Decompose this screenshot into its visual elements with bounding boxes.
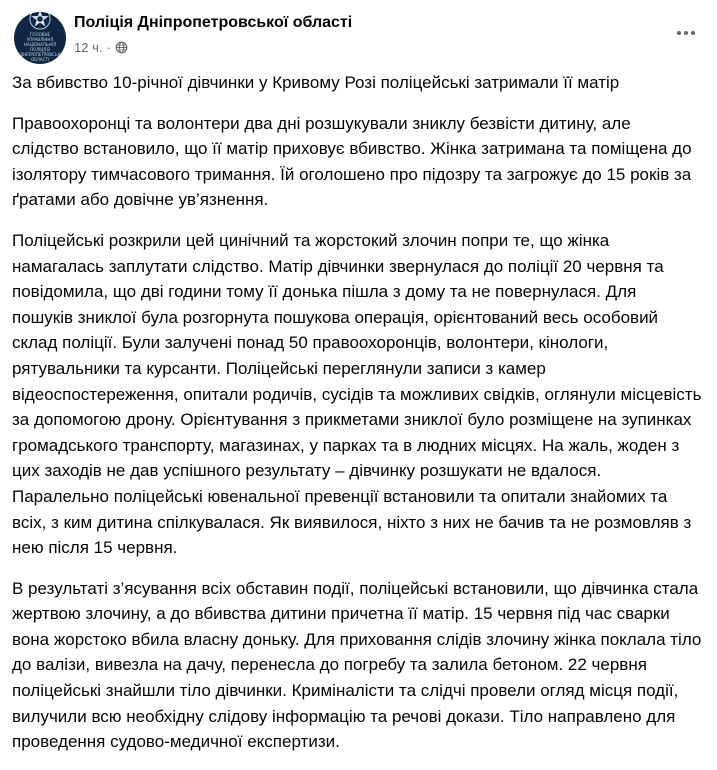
- post-text: [12, 70, 702, 770]
- post-paragraph-1: Правоохоронці та волонтери два дні розшукували зниклу безвісти дитину, але слідство встановило, що її матір приховує вбивство. Жінка затримана та поміщена до ізолятору тимчасового тримання. Їй оголошено про підозру та загрожує до 15 років за ґратами або довічне ув’язнення.: [12, 113, 692, 210]
- post-meta: [74, 40, 128, 55]
- post-paragraph-3: В результаті з’ясування всіх обставин події, поліцейські встановили, що дівчинка стала жертвою злочину, а до вбивства дитини причетна її матір. 15 червня під час сварки вона жорстоко вбила власну доньку. Для приховання слідів злочину жінка поклала тіло до валізи, вивезла на дачу, перенесла до погребу та залила бетоном. 22 червня поліцейські знайшли тіло дівчинки. Криміналісти та слідчі провели огляд місця події, вилучили всю необхідну слідову інформацію та речові докази. Тіло направлено для проведення судово-медичної експертизи.: [12, 578, 702, 752]
- post-paragraph-2: Поліцейські розкрили цей цинічний та жорстокий злочин попри те, що жінка намагалась заплутати слідство. Матір дівчинки звернулася до поліції 20 червня та повідомила, що дві години тому її донька пішла з дому та не повернулася. Для пошуків зниклої була розгорнута пошукова операція, орієнтований весь особовий склад поліції. Були залучені понад 50 правоохоронців, волонтери, кінологи, рятувальники та курсанти. Поліцейські переглянули записи з камер відеоспостереження, опитали родичів, сусідів та можливих свідків, оглянули місцевість за допомогою дрону. Орієнтування з прикметами зниклої було розміщене на зупинках громадського транспорту, магазинах, у парках та в людних місцях. На жаль, жоден з цих заходів не дав успішного результату – дівчинку розшукати не вдалося. Паралельно поліцейські ювенальної превенції встановили та опитали знайомих та всіх, з ким дитина спілкувалася. Як виявилося, ніхто з них не бачив та не розмовляв з нею після 15 червня.: [12, 230, 702, 558]
- police-star-icon: [29, 12, 51, 30]
- avatar-caption: ГОЛОВНЕ УПРАВЛІННЯ НАЦІОНАЛЬНОЇ ПОЛІЦІЇ В ДНІПРОПЕТРОВСЬКІЙ ОБЛАСТІ: [20, 32, 65, 62]
- post-title: За вбивство 10-річної дівчинки у Кривому Розі поліцейські затримали її матір: [12, 73, 620, 92]
- post-timestamp[interactable]: 12 ч.: [74, 40, 103, 55]
- page-avatar[interactable]: [14, 12, 66, 64]
- globe-icon[interactable]: [115, 41, 128, 54]
- more-horizontal-icon[interactable]: [671, 22, 701, 44]
- post-header: [12, 10, 705, 62]
- page-name-link[interactable]: Поліція Дніпропетровської області: [74, 14, 353, 31]
- meta-separator: ·: [106, 40, 111, 55]
